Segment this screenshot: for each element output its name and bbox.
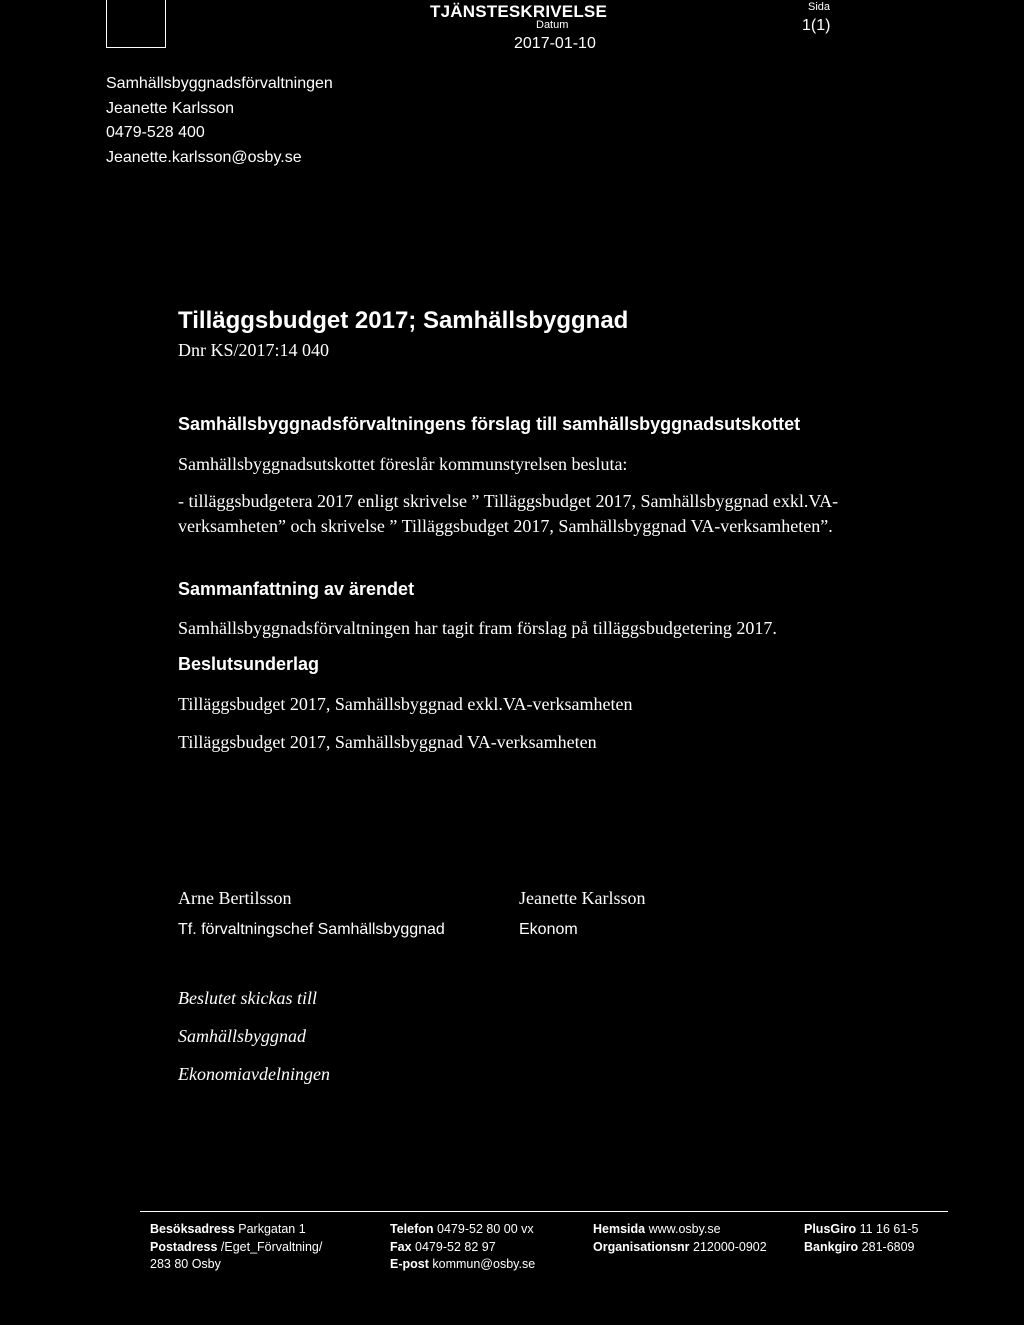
footer-value: 11 16 61-5 xyxy=(859,1222,919,1236)
footer-label: PlusGiro xyxy=(804,1222,857,1236)
footer-payment xyxy=(804,1221,918,1256)
footer-value: 0479-52 80 00 vx xyxy=(437,1222,534,1236)
basis-item: Tilläggsbudget 2017, Samhällsbyggnad exkl.VA-verksamheten xyxy=(178,694,633,714)
signature-title: Ekonom xyxy=(519,921,578,938)
footer-label: E-post xyxy=(390,1257,429,1271)
summary-text: Samhällsbyggnadsförvaltningen har tagit fram förslag på tilläggsbudgetering 2017. xyxy=(178,618,777,638)
date-value: 2017-01-10 xyxy=(514,35,596,52)
signature-title: Tf. förvaltningschef Samhällsbyggnad xyxy=(178,921,445,938)
footer-label: Fax xyxy=(390,1239,412,1254)
footer-label: Telefon xyxy=(390,1222,434,1236)
footer-value: www.osby.se xyxy=(648,1222,721,1236)
footer-value: 0479-52 82 97 xyxy=(415,1239,496,1254)
footer-label: Organisationsnr xyxy=(593,1239,690,1254)
sender-department: Samhällsbyggnadsförvaltningen xyxy=(106,75,333,92)
document-type: TJÄNSTESKRIVELSE xyxy=(430,2,608,21)
footer-label: Hemsida xyxy=(593,1222,646,1236)
sender-block xyxy=(106,72,333,170)
footer-divider xyxy=(140,1211,948,1212)
footer-value: kommun@osby.se xyxy=(432,1257,536,1271)
distribution-recipient: Samhällsbyggnad xyxy=(178,1026,306,1046)
proposal-item: - tilläggsbudgetera 2017 enligt skrivelse ” Tilläggsbudget 2017, Samhällsbyggnad exkl.VA-verksamheten” och skrivelse ” Tilläggsbudget 2017, Samhällsbyggnad VA-verksamheten”. xyxy=(178,491,839,536)
page-number: 1(1) xyxy=(802,17,831,34)
footer-value: Parkgatan 1 xyxy=(238,1222,306,1236)
sender-phone: 0479-528 400 xyxy=(106,124,205,141)
footer-value: 281-6809 xyxy=(861,1239,915,1254)
logo-frame xyxy=(106,0,166,48)
footer-label: Besöksadress xyxy=(150,1222,235,1236)
page-label: Sida xyxy=(808,1,831,13)
footer-label: Bankgiro xyxy=(804,1239,859,1254)
proposal-intro: Samhällsbyggnadsutskottet föreslår kommunstyrelsen besluta: xyxy=(178,454,628,474)
dnr-number: Dnr KS/2017:14 040 xyxy=(178,340,330,360)
footer-value: /Eget_Förvaltning/ xyxy=(220,1239,323,1254)
footer-value: 283 80 Osby xyxy=(150,1257,221,1271)
distribution-heading: Beslutet skickas till xyxy=(178,988,317,1008)
footer-label: Postadress xyxy=(150,1239,218,1254)
footer-address xyxy=(150,1221,322,1274)
footer-contact xyxy=(390,1221,535,1274)
sender-name: Jeanette Karlsson xyxy=(106,99,235,117)
distribution-recipient: Ekonomiavdelningen xyxy=(178,1064,330,1084)
date-label: Datum xyxy=(536,19,569,31)
basis-item: Tilläggsbudget 2017, Samhällsbyggnad VA-verksamheten xyxy=(178,732,597,752)
footer-value: 212000-0902 xyxy=(693,1239,767,1254)
signature-name: Jeanette Karlsson xyxy=(519,888,646,908)
signature-name: Arne Bertilsson xyxy=(178,888,292,908)
proposal-heading: Samhällsbyggnadsförvaltningens förslag till samhällsbyggnadsutskottet xyxy=(178,414,801,434)
basis-heading: Beslutsunderlag xyxy=(178,654,320,674)
footer-web xyxy=(593,1221,767,1256)
sender-email: Jeanette.karlsson@osby.se xyxy=(106,148,302,166)
page-title: Tilläggsbudget 2017; Samhällsbyggnad xyxy=(178,307,629,334)
summary-heading: Sammanfattning av ärendet xyxy=(178,579,415,599)
